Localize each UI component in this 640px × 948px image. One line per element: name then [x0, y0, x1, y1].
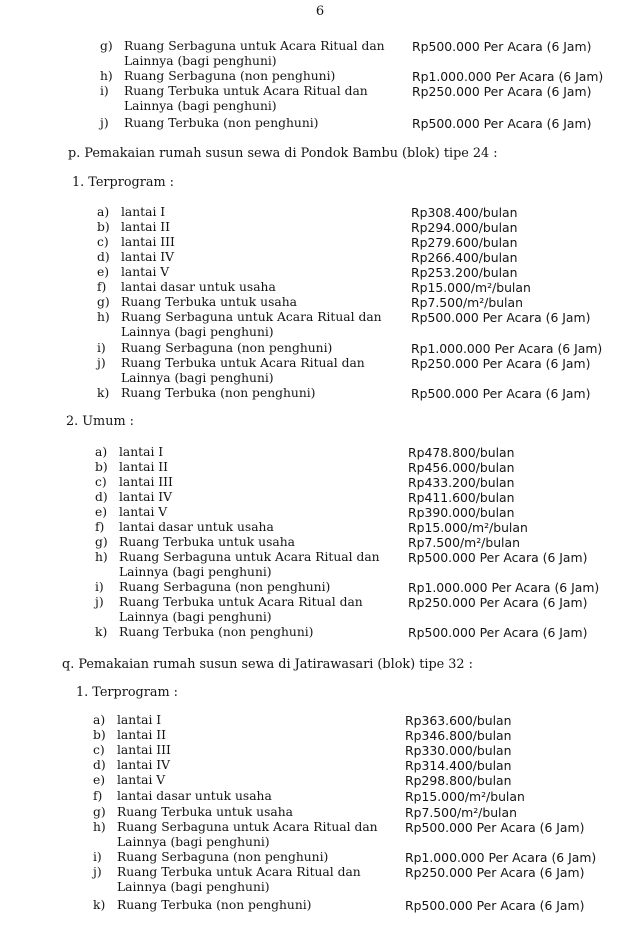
item-letter: k)	[97, 386, 110, 400]
item-letter: j)	[100, 116, 109, 130]
item-label: lantai II	[121, 220, 171, 234]
item-label: lantai III	[119, 475, 173, 489]
section-heading-p: p. Pemakaian rumah susun sewa di Pondok Bambu (blok) tipe 24 :	[68, 146, 498, 161]
item-label: lantai IV	[117, 758, 171, 772]
item-label-continued: Lainnya (bagi penghuni)	[124, 99, 277, 113]
item-label: Ruang Terbuka (non penghuni)	[119, 625, 314, 639]
item-letter: k)	[95, 625, 108, 639]
item-label: lantai I	[119, 445, 164, 459]
item-price: Rp308.400/bulan	[411, 205, 518, 220]
item-price: Rp456.000/bulan	[408, 460, 515, 475]
item-price: Rp500.000 Per Acara (6 Jam)	[412, 39, 592, 54]
item-price: Rp363.600/bulan	[405, 713, 512, 728]
item-letter: g)	[95, 535, 108, 549]
item-price: Rp314.400/bulan	[405, 758, 512, 773]
item-price: Rp279.600/bulan	[411, 235, 518, 250]
item-price: Rp390.000/bulan	[408, 505, 515, 520]
item-letter: h)	[97, 310, 110, 324]
item-letter: b)	[95, 460, 108, 474]
item-label: lantai V	[119, 505, 168, 519]
item-label: Ruang Serbaguna untuk Acara Ritual dan	[121, 310, 382, 324]
item-price: Rp7.500/m²/bulan	[411, 295, 523, 310]
item-price: Rp1.000.000 Per Acara (6 Jam)	[408, 580, 600, 595]
item-letter: b)	[93, 728, 106, 742]
item-label: Ruang Serbaguna (non penghuni)	[119, 580, 331, 594]
item-label: Ruang Terbuka untuk usaha	[121, 295, 297, 309]
item-letter: e)	[93, 773, 106, 787]
item-letter: f)	[93, 789, 103, 803]
item-label: Ruang Terbuka untuk usaha	[119, 535, 295, 549]
item-price: Rp266.400/bulan	[411, 250, 518, 265]
item-letter: f)	[95, 520, 105, 534]
item-letter: f)	[97, 280, 107, 294]
section-heading-q: q. Pemakaian rumah susun sewa di Jatirawasari (blok) tipe 32 :	[62, 657, 473, 672]
item-letter: i)	[97, 341, 106, 355]
item-letter: c)	[95, 475, 107, 489]
item-letter: i)	[100, 84, 109, 98]
item-letter: i)	[95, 580, 104, 594]
item-label: lantai I	[121, 205, 166, 219]
item-label: lantai III	[121, 235, 175, 249]
subsection-title-terprogram: 1. Terprogram :	[72, 175, 174, 190]
item-label: lantai dasar untuk usaha	[121, 280, 276, 294]
item-price: Rp500.000 Per Acara (6 Jam)	[411, 386, 591, 401]
item-letter: h)	[93, 820, 106, 834]
item-letter: a)	[93, 713, 106, 727]
item-price: Rp15.000/m²/bulan	[405, 789, 525, 804]
item-price: Rp15.000/m²/bulan	[411, 280, 531, 295]
item-label: lantai I	[117, 713, 162, 727]
item-price: Rp250.000 Per Acara (6 Jam)	[411, 356, 591, 371]
item-price: Rp250.000 Per Acara (6 Jam)	[408, 595, 588, 610]
item-label: Ruang Serbaguna (non penghuni)	[124, 69, 336, 83]
item-label: Ruang Terbuka (non penghuni)	[117, 898, 312, 912]
item-letter: d)	[97, 250, 110, 264]
item-label: lantai II	[117, 728, 167, 742]
item-label: lantai II	[119, 460, 169, 474]
item-label: Ruang Serbaguna (non penghuni)	[121, 341, 333, 355]
item-price: Rp15.000/m²/bulan	[408, 520, 528, 535]
item-price: Rp346.800/bulan	[405, 728, 512, 743]
item-letter: e)	[95, 505, 108, 519]
item-price: Rp1.000.000 Per Acara (6 Jam)	[412, 69, 604, 84]
item-price: Rp500.000 Per Acara (6 Jam)	[405, 820, 585, 835]
item-price: Rp294.000/bulan	[411, 220, 518, 235]
item-label: Ruang Terbuka untuk usaha	[117, 805, 293, 819]
item-label: Ruang Serbaguna (non penghuni)	[117, 850, 329, 864]
item-label: Ruang Terbuka (non penghuni)	[124, 116, 319, 130]
item-letter: h)	[100, 69, 113, 83]
item-label-continued: Lainnya (bagi penghuni)	[121, 371, 274, 385]
item-price: Rp411.600/bulan	[408, 490, 515, 505]
item-price: Rp500.000 Per Acara (6 Jam)	[411, 310, 591, 325]
item-label: Ruang Serbaguna untuk Acara Ritual dan	[119, 550, 380, 564]
item-letter: c)	[93, 743, 105, 757]
item-label: Ruang Terbuka untuk Acara Ritual dan	[119, 595, 363, 609]
item-letter: i)	[93, 850, 102, 864]
item-price: Rp330.000/bulan	[405, 743, 512, 758]
item-label: lantai dasar untuk usaha	[117, 789, 272, 803]
item-letter: g)	[100, 39, 113, 53]
item-label: Ruang Terbuka untuk Acara Ritual dan	[121, 356, 365, 370]
item-letter: j)	[97, 356, 106, 370]
item-label-continued: Lainnya (bagi penghuni)	[117, 835, 270, 849]
item-label-continued: Lainnya (bagi penghuni)	[124, 54, 277, 68]
item-price: Rp500.000 Per Acara (6 Jam)	[408, 625, 588, 640]
item-label: lantai dasar untuk usaha	[119, 520, 274, 534]
item-label: Ruang Serbaguna untuk Acara Ritual dan	[117, 820, 378, 834]
item-label: lantai IV	[121, 250, 175, 264]
item-price: Rp1.000.000 Per Acara (6 Jam)	[411, 341, 603, 356]
item-letter: d)	[93, 758, 106, 772]
item-label: lantai V	[117, 773, 166, 787]
subsection-title-umum: 2. Umum :	[66, 414, 134, 429]
item-letter: a)	[95, 445, 108, 459]
item-letter: a)	[97, 205, 110, 219]
item-letter: h)	[95, 550, 108, 564]
item-price: Rp478.800/bulan	[408, 445, 515, 460]
item-label-continued: Lainnya (bagi penghuni)	[119, 610, 272, 624]
item-price: Rp250.000 Per Acara (6 Jam)	[405, 865, 585, 880]
item-price: Rp298.800/bulan	[405, 773, 512, 788]
item-label: Ruang Terbuka untuk Acara Ritual dan	[124, 84, 368, 98]
item-letter: k)	[93, 898, 106, 912]
item-letter: g)	[93, 805, 106, 819]
item-label-continued: Lainnya (bagi penghuni)	[121, 325, 274, 339]
item-letter: c)	[97, 235, 109, 249]
item-letter: d)	[95, 490, 108, 504]
item-letter: g)	[97, 295, 110, 309]
item-label: lantai III	[117, 743, 171, 757]
item-label: Ruang Terbuka untuk Acara Ritual dan	[117, 865, 361, 879]
item-letter: j)	[93, 865, 102, 879]
item-price: Rp500.000 Per Acara (6 Jam)	[408, 550, 588, 565]
item-price: Rp500.000 Per Acara (6 Jam)	[405, 898, 585, 913]
item-price: Rp7.500/m²/bulan	[405, 805, 517, 820]
item-price: Rp250.000 Per Acara (6 Jam)	[412, 84, 592, 99]
item-letter: b)	[97, 220, 110, 234]
item-label: Ruang Terbuka (non penghuni)	[121, 386, 316, 400]
page-number: 6	[315, 4, 325, 19]
item-price: Rp7.500/m²/bulan	[408, 535, 520, 550]
item-price: Rp500.000 Per Acara (6 Jam)	[412, 116, 592, 131]
item-price: Rp433.200/bulan	[408, 475, 515, 490]
item-label: lantai IV	[119, 490, 173, 504]
item-price: Rp1.000.000 Per Acara (6 Jam)	[405, 850, 597, 865]
item-price: Rp253.200/bulan	[411, 265, 518, 280]
item-label: Ruang Serbaguna untuk Acara Ritual dan	[124, 39, 385, 53]
item-label-continued: Lainnya (bagi penghuni)	[117, 880, 270, 894]
item-letter: j)	[95, 595, 104, 609]
item-label-continued: Lainnya (bagi penghuni)	[119, 565, 272, 579]
subsection-title-terprogram: 1. Terprogram :	[76, 685, 178, 700]
item-letter: e)	[97, 265, 110, 279]
item-label: lantai V	[121, 265, 170, 279]
